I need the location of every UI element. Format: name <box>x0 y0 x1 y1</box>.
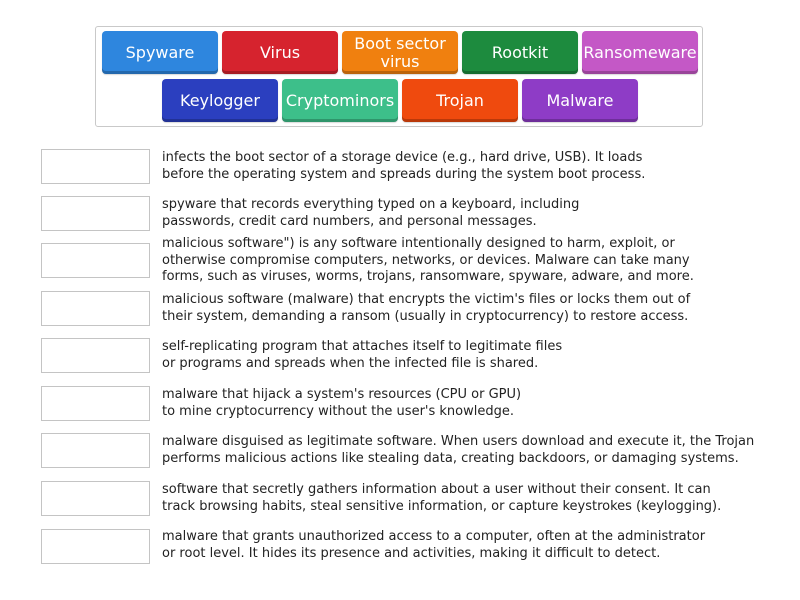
drop-slot[interactable] <box>41 291 150 326</box>
drop-slot[interactable] <box>41 338 150 373</box>
definition-text: spyware that records everything typed on a keyboard, including passwords, credit card numbers, and personal messages. <box>162 197 580 229</box>
tile-keylogger[interactable]: Keylogger <box>162 79 278 122</box>
tile-cryptominors[interactable]: Cryptominors <box>282 79 398 122</box>
tile-malware[interactable]: Malware <box>522 79 638 122</box>
drop-slot[interactable] <box>41 433 150 468</box>
tile-rootkit[interactable]: Rootkit <box>462 31 578 74</box>
definition-text: malicious software (malware) that encrypts the victim's files or locks them out of their system, demanding a ransom (usually in cryptocurrency) to restore access. <box>162 292 691 324</box>
drop-slot[interactable] <box>41 481 150 516</box>
drop-slot[interactable] <box>41 386 150 421</box>
drop-slot[interactable] <box>41 149 150 184</box>
tile-ransomeware[interactable]: Ransomeware <box>582 31 698 74</box>
drop-slot[interactable] <box>41 196 150 231</box>
tile-boot-sector-virus[interactable]: Boot sector virus <box>342 31 458 74</box>
definition-text: malware disguised as legitimate software. When users download and execute it, the Trojan performs malicious actions like stealing data, creating backdoors, or damaging systems. <box>162 434 755 466</box>
definition-text: self-replicating program that attaches itself to legitimate files or programs and spreads when the infected file is shared. <box>162 339 563 371</box>
drop-slot[interactable] <box>41 529 150 564</box>
word-bank <box>95 26 703 127</box>
definition-text: malware that grants unauthorized access to a computer, often at the administrator or root level. It hides its presence and activities, making it difficult to detect. <box>162 529 706 561</box>
definition-text: infects the boot sector of a storage device (e.g., hard drive, USB). It loads before the operating system and spreads during the system boot process. <box>162 150 646 182</box>
tile-spyware[interactable]: Spyware <box>102 31 218 74</box>
tile-trojan[interactable]: Trojan <box>402 79 518 122</box>
definition-text: malware that hijack a system's resources (CPU or GPU) to mine cryptocurrency without the user's knowledge. <box>162 387 522 419</box>
drop-slot[interactable] <box>41 243 150 278</box>
definition-text: malicious software") is any software intentionally designed to harm, exploit, or otherwise compromise computers, networks, or devices. Malware can take many forms, such as viruses, worms, trojans, ransomware, spyware, adware, and more. <box>162 236 694 284</box>
definition-text: software that secretly gathers information about a user without their consent. It can track browsing habits, steal sensitive information, or capture keystrokes (keylogging). <box>162 482 722 514</box>
tile-virus[interactable]: Virus <box>222 31 338 74</box>
